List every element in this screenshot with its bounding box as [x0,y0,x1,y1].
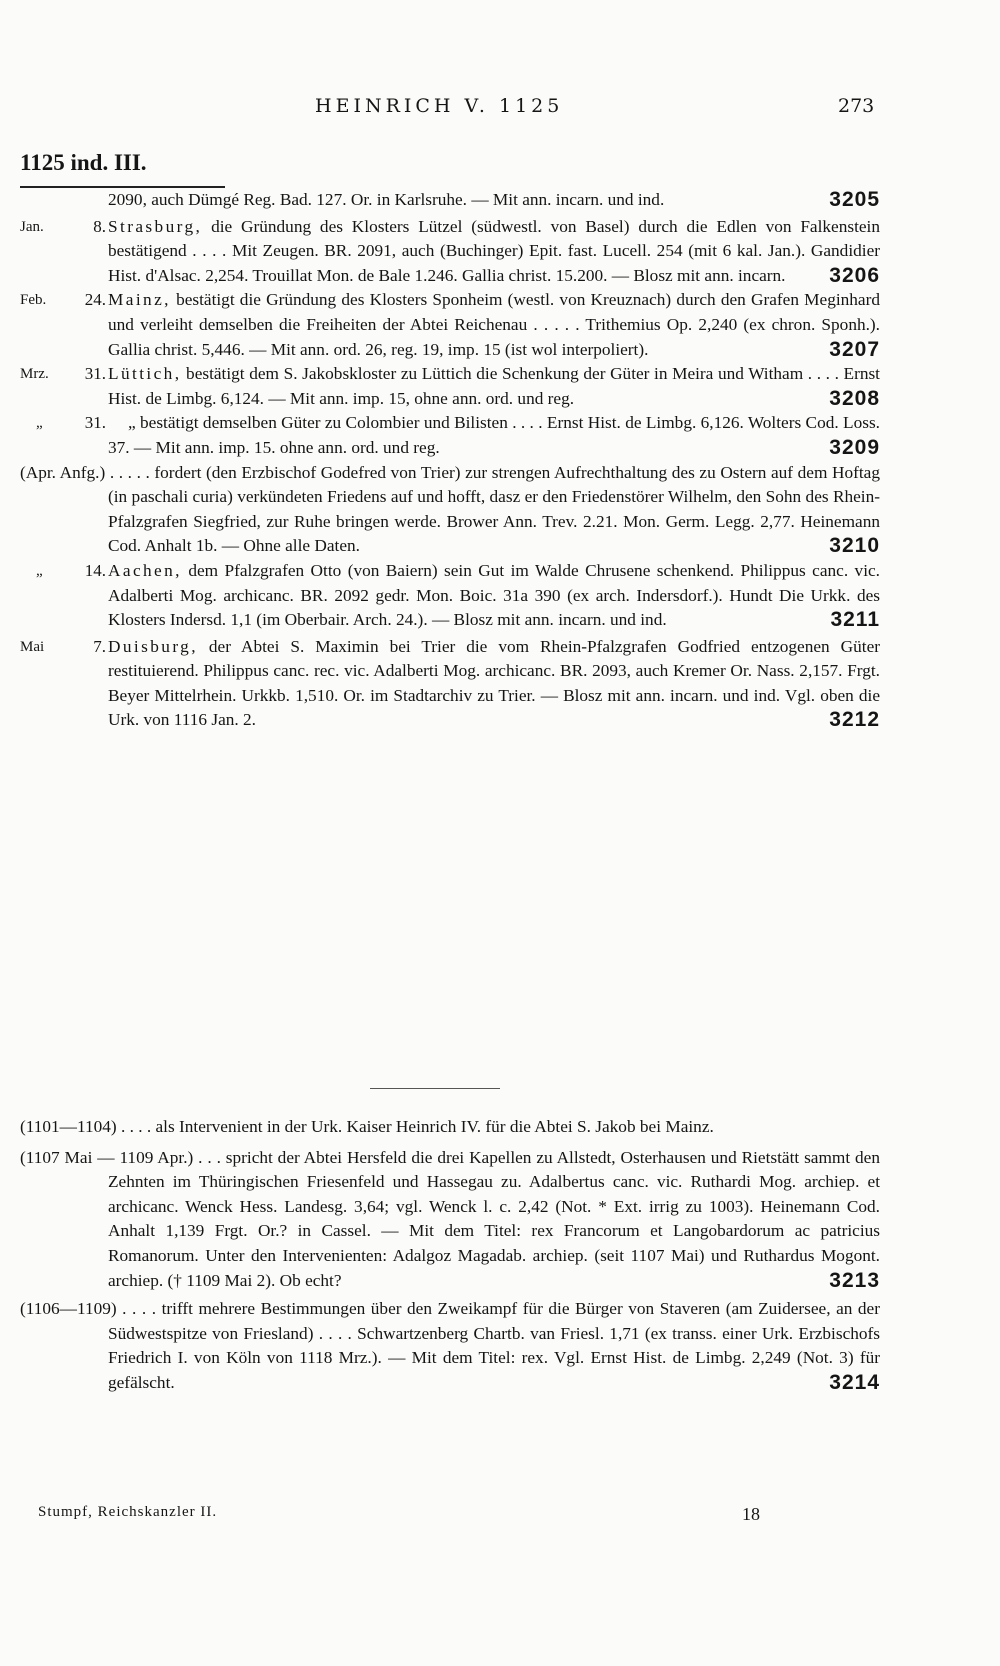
entry-place: Lüttich, [108,364,182,384]
entry-month: Jan. [20,218,44,235]
entry-place: Strasburg, [108,216,203,236]
regest-entry [0,411,1000,460]
entry-day: 7. [93,636,106,656]
regest-entry [0,362,1000,411]
entry-place: Aachen, [108,560,182,580]
entry-month: „ [36,415,43,432]
entry-text: der Abtei S. Maximin bei Trier die vom Rhein-Pfalzgrafen Godfried entzogenen Güter restituierend. Philippus canc. rec. vic. Adalberti Mog. archicanc. BR. 2093, auch Kremer Or. Nass. 2,157. Frgt. Beyer Mittelrhein. Urkkb. 1,510. Or. im Stadtarchiv zu Trier. — Blosz mit ann. incarn. und ind. Vgl. oben die Urk. von 1116 Jan. 2. [108,636,880,730]
entry-text: (1107 Mai — 1109 Apr.) . . . spricht der Abtei Hersfeld die drei Kapellen zu Allstedt, Osterhausen und Rietstätt sammt den Zehnten im Thüringischen Friesenfeld und Hassegau zu. Adalbertus canc. vic. Ruthardi Mog. archiep. et archicanc. Wenck Hess. Landesg. 3,64; vgl. Wenck l. c. 2,42 (Not. * Ext. irrig zu 1003). Heinemann Cod. Anhalt 1,139 Frgt. Or.? in Cassel. — Mit dem Titel: rex Francorum et Langobardorum ac patricius Romanorum. Unter den Intervenienten: Adalgoz Magadab. archiep. (seit 1107 Mai) und Ruthardus Mogont. archiep. († 1109 Mai 2). Ob echt? [20,1147,880,1290]
entry-number: 3209 [829,435,880,459]
entry-text: bestätigt die Gründung des Klosters Sponheim (westl. von Kreuznach) durch den Grafen Meginhard und verleiht demselben die Freiheiten der Abtei Reichenau . . . . . Trithemius Op. 2,240 (ex chron. Sponh.). Gallia christ. 5,446. — Mit ann. ord. 26, reg. 19, imp. 15 (ist wol interpoliert). [108,290,880,359]
entry-day: 31. [84,364,106,384]
entry-number: 3214 [829,1370,880,1394]
regest-entry [0,461,1000,559]
entry-month: „ [36,562,43,579]
entry-number: 3211 [830,608,880,632]
entry-place: Duisburg, [108,636,198,656]
entry-month: Feb. [20,292,47,309]
entry-text: 2090, auch Dümgé Reg. Bad. 127. Or. in Karlsruhe. — Mit ann. incarn. und ind. [108,190,665,209]
entry-text: bestätigt dem S. Jakobskloster zu Lüttich die Schenkung der Güter in Meira und Witham . . . . Ernst Hist. de Limbg. 6,124. — Mit ann. imp. 15, ohne ann. ord. und reg. [108,364,880,408]
entry-place: „ [128,413,136,433]
regest-entry [0,559,1000,633]
regest-entry [0,215,1000,289]
entry-day: 24. [84,290,106,310]
entry-text: (1106—1109) . . . . trifft mehrere Bestimmungen über den Zweikampf für die Bürger von Staveren (am Zuidersee, an der Südwestspitze von Friesland) . . . . Schwartzenberg Chartb. van Friesl. 1,71 (ex transs. einer Urk. Erzbischofs Friedrich I. von Köln von 1118 Mrz.). — Mit dem Titel: rex. Vgl. Ernst Hist. de Limbg. 2,249 (Not. 3) für gefälscht. [20,1299,880,1392]
regest-entry [0,635,1000,733]
running-head [0,95,1000,125]
undated-entry [0,1115,1000,1140]
undated-entry [0,1297,1000,1395]
entry-number: 3213 [829,1268,880,1292]
entry-day: 14. [84,560,106,580]
undated-regest-list [0,1115,1000,1396]
year-heading: 1125 ind. III. [20,150,147,175]
section-separator [370,1088,500,1089]
entry-text: (1101—1104) . . . . als Intervenient in der Urk. Kaiser Heinrich IV. für die Abtei S. Jakob bei Mainz. [20,1117,714,1136]
undated-entry [0,1146,1000,1294]
regest-entry [0,188,1000,213]
entry-number: 3205 [829,188,880,211]
entry-text: die Gründung des Klosters Lützel (südwestl. von Basel) durch die Edlen von Falkenstein bestätigend . . . . Mit Zeugen. BR. 2091, auch (Buchinger) Epit. fast. Lucell. 254 (mit 6 kal. Jan.). Gandidier Hist. d'Alsac. 2,254. Trouillat Mon. de Bale 1.246. Gallia christ. 15.200. — Blosz mit ann. incarn. [108,216,880,285]
entry-number: 3206 [829,263,880,287]
entry-number: 3208 [829,386,880,410]
entry-place: Mainz, [108,290,171,310]
running-head-title: HEINRICH V. 1125 [315,95,564,117]
entry-number: 3212 [829,708,880,732]
page-footer [0,1504,1000,1528]
sheet-signature: 18 [742,1504,760,1524]
entry-text: dem Pfalzgrafen Otto (von Baiern) sein Gut im Walde Chrusene schenkend. Philippus canc. vic. Adalberti Mog. archicanc. BR. 2092 gedr. Mon. Boic. 31a 390 (ex arch. Indersdorf.). Hundt Die Urkk. des Klosters Indersd. 1,1 (im Oberbair. Arch. 24.). — Blosz mit ann. incarn. und ind. [108,560,880,630]
page-number: 273 [838,95,875,117]
entry-day: 8. [93,216,106,236]
entry-date: (Apr. Anfg.) [20,462,106,482]
entry-month: Mrz. [20,366,49,383]
entry-number: 3210 [829,534,880,558]
regest-list [0,188,1000,733]
entry-text: bestätigt demselben Güter zu Colombier und Bilisten . . . . Ernst Hist. de Limbg. 6,126. Wolters Cod. Loss. 37. — Mit ann. imp. 15. ohne ann. ord. und reg. [108,413,880,457]
regest-entry [0,288,1000,362]
entry-day: 31. [84,413,106,433]
entry-text: . . . . . fordert (den Erzbischof Godefred von Trier) zur strengen Aufrechthaltung des zu Ostern auf dem Hoftag (in paschali curia) verkündeten Friedens auf und hofft, dasz er den Friedenstörer Wilhelm, den Sohn des Rhein-Pfalzgrafen Siegfried, zur Ruhe bringen werde. Brower Ann. Trev. 2.21. Mon. Germ. Legg. 2,77. Heinemann Cod. Anhalt 1b. — Ohne alle Daten. [108,462,880,556]
entry-month: Mai [20,638,45,655]
footer-author: Stumpf, Reichskanzler II. [38,1504,218,1520]
entry-number: 3207 [829,337,880,361]
